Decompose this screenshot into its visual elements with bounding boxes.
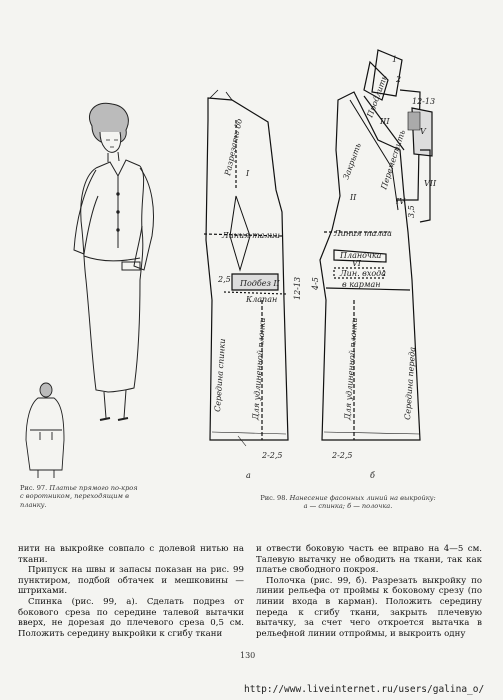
front-measure-right: 3,5 [407, 205, 416, 218]
front-extend-label: Продлить [365, 74, 389, 119]
front-strip-label: Планочка [340, 251, 382, 260]
front-letter: б [370, 471, 375, 480]
dress-back-view [26, 383, 64, 478]
dress-illustration [74, 103, 154, 420]
roman-IV: IV [396, 197, 405, 206]
front-measure-two: 2 [396, 75, 402, 84]
front-measure-top: 12-13 [412, 97, 436, 106]
front-center-label: Середина переда [403, 346, 418, 421]
paragraph: нити на выкройке совпало с долевой нитью на ткани. [18, 544, 244, 565]
back-flap-label: Клапан [246, 295, 278, 304]
front-move-label: Переместить [379, 128, 408, 191]
body-right-column [256, 544, 482, 639]
paragraph: Припуск на швы и запасы показан на рис. 99 пунктиром, подбой обтачек и мешковины — штрихами. [18, 565, 244, 597]
roman-I: I [246, 169, 250, 178]
front-strip-num: VI [352, 259, 361, 268]
paragraph: Полочка (рис. 99, б). Разрезать выкройку по линии рельефа от проймы к боковому срезу (по линии входа в карман). Положить середину переда к сгибу ткани, закрыть плечевую вытачку, за счет чего откроется вытачка в рельефной линии отпроймы, и выкроить одну [256, 575, 482, 639]
front-waist-label: Линия талии [334, 229, 392, 238]
front-lengthened-label: Для удлиненной планки [343, 317, 360, 421]
roman-VII: VII [424, 179, 437, 188]
back-waist-label: Линия талии [222, 231, 280, 240]
figure-98-caption-legend: а — спинка; б — полочка. [303, 502, 393, 511]
front-measure-side: 4-5 [311, 277, 320, 290]
front-measure-bottom: 2-2,5 [332, 451, 353, 460]
back-letter: а [246, 471, 251, 480]
figure-98-caption-text: Нанесение фасонных линий на выкройку: [289, 494, 436, 502]
roman-V: V [420, 127, 426, 136]
figure-98-caption-number: Рис. 98. [260, 494, 288, 502]
front-pocket-label: в карман [342, 280, 381, 289]
back-cut-label: Разрезать до [223, 117, 244, 177]
front-close-label: Закрыть [341, 141, 363, 181]
body-left-column [18, 544, 244, 639]
figure-98-caption [228, 494, 468, 511]
front-entry-label: Лин. входа [340, 269, 387, 278]
back-lengthened-label: Для удлиненной планки [251, 317, 268, 421]
paragraph: Спинка (рис. 99, а). Сделать подрез от бокового среза по середине талевой вытачки вверх, не дорезая до плечевого среза 0,5 см. Положить середину выкройки к сгибу ткани [18, 596, 244, 639]
back-measure-belt: 2,5 [218, 275, 231, 284]
figure-97-caption-text: Платье прямого по-кроя с воротником, переходящим в планку. [20, 484, 138, 509]
roman-II: II [350, 193, 357, 202]
back-belt-label: Подбез II [240, 279, 280, 288]
figure-97-caption [20, 484, 138, 509]
back-measure-side: 12-13 [293, 276, 302, 300]
paragraph: и отвести боковую часть ее вправо на 4—5 см. Талевую вытачку не обводить на ткани, так как платье свободного покроя. [256, 544, 482, 576]
page-number: 130 [240, 651, 256, 660]
front-measure-one: 1 [392, 55, 398, 64]
back-center-label: Середина спинки [213, 338, 228, 413]
back-measure-bottom: 2-2,5 [262, 451, 283, 460]
footer-url[interactable]: http://www.liveinternet.ru/users/galina_o/ [244, 684, 485, 695]
figure-97-caption-number: Рис. 97. [20, 484, 48, 492]
roman-III: III [380, 117, 390, 126]
